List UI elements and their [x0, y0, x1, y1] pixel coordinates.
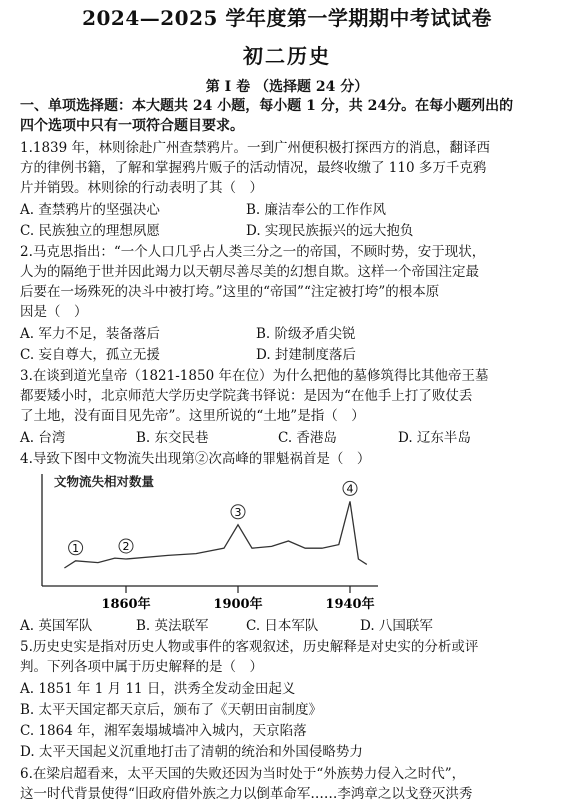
question-5-option-d[interactable]: D. 太平天国起义沉重地打击了清朝的统治和外国侵略势力: [20, 744, 363, 760]
x-tick-label-1860: 1860年: [101, 597, 151, 612]
chart-svg: [30, 470, 390, 612]
x-tick-label-1900: 1900年: [213, 597, 263, 612]
question-2-option-d[interactable]: D. 封建制度落后: [256, 347, 356, 363]
question-3-option-a[interactable]: A. 台湾: [20, 430, 66, 446]
question-1-line-2: 方的律例书籍，了解和掌握鸦片贩子的活动情况，最终收缴了 110 多万千克鸦: [20, 160, 487, 176]
question-4-line-1: 4.导致下图中文物流失出现第②次高峰的罪魁祸首是（ ）: [20, 451, 371, 467]
question-4-option-a[interactable]: A. 英国军队: [20, 618, 93, 634]
question-3-option-d[interactable]: D. 辽东半岛: [398, 430, 471, 446]
question-2-line-4: 因是（ ）: [20, 304, 88, 320]
question-6-line-2: 这一时代背景使得“旧政府借外族之力以倒革命军……李鸿章之以戈登灭洪秀: [20, 786, 473, 802]
question-1-line-3: 片并销毁。林则徐的行动表明了其（ ）: [20, 180, 263, 196]
question-3-line-3: 了土地，没有面目见先帝”。这里所说的“土地”是指（ ）: [20, 408, 365, 424]
peak-label-2: 2: [122, 540, 130, 553]
x-tick-label-1940: 1940年: [325, 597, 375, 612]
series-line: [64, 501, 366, 568]
question-2-line-1: 2.马克思指出：“一个人口几乎占人类三分之一的帝国，不顾时势，安于现状，: [20, 244, 486, 260]
section-heading-cont: 四个选项中只有一项符合题目要求。: [20, 118, 244, 134]
question-1-option-a[interactable]: A. 查禁鸦片的坚强决心: [20, 202, 160, 218]
question-2-line-2: 人为的隔绝于世并因此竭力以天朝尽善尽美的幻想自欺。这样一个帝国注定最: [20, 264, 479, 280]
question-4-option-b[interactable]: B. 英法联军: [136, 618, 209, 634]
question-6-line-1: 6.在梁启超看来，太平天国的失败还因为当时处于“外族势力侵入之时代”，: [20, 766, 466, 782]
section-heading: 一、单项选择题：本大题共 24 小题，每小题 1 分，共 24分。在每小题列出的: [20, 98, 514, 114]
question-2-option-a[interactable]: A. 军力不足，装备落后: [20, 326, 160, 342]
question-1-option-b[interactable]: B. 廉洁奉公的工作作风: [246, 202, 387, 218]
peak-label-4: 4: [346, 482, 354, 496]
question-3-option-b[interactable]: B. 东交民巷: [136, 430, 209, 446]
question-2-option-b[interactable]: B. 阶级矛盾尖锐: [256, 326, 356, 342]
question-1-option-d[interactable]: D. 实现民族振兴的远大抱负: [246, 223, 414, 239]
question-1-option-c[interactable]: C. 民族独立的理想夙愿: [20, 223, 160, 239]
exam-title: 2024—2025 学年度第一学期期中考试试卷: [82, 6, 492, 30]
question-4-option-c[interactable]: C. 日本军队: [246, 618, 319, 634]
question-5-line-1: 5.历史史实是指对历史人物或事件的客观叙述，历史解释是对史实的分析或评: [20, 639, 479, 655]
question-4-option-d[interactable]: D. 八国联军: [360, 618, 433, 634]
question-5-option-c[interactable]: C. 1864 年，湘军轰塌城墙冲入城内，天京陷落: [20, 723, 307, 739]
artifact-loss-chart: [30, 470, 390, 612]
question-3-line-2: 都要矮小时，北京师范大学历史学院龚书铎说：是因为“在他手上打了败仗丢: [20, 388, 473, 404]
question-2-option-c[interactable]: C. 妄自尊大，孤立无援: [20, 347, 160, 363]
exam-subtitle: 初二历史: [243, 44, 331, 68]
question-5-option-b[interactable]: B. 太平天国定都天京后，颁布了《天朝田亩制度》: [20, 702, 323, 718]
question-5-line-2: 判。下列各项中属于历史解释的是（ ）: [20, 659, 263, 675]
question-1-line-1: 1.1839 年，林则徐赴广州查禁鸦片。一到广州便积极打探西方的消息，翻译西: [20, 140, 491, 156]
question-2-line-3: 后要在一场殊死的决斗中被打垮。”这里的“帝国”“注定被打垮”的根本原: [20, 284, 440, 300]
peak-label-3: 3: [234, 505, 242, 519]
question-5-option-a[interactable]: A. 1851 年 1 月 11 日，洪秀全发动金田起义: [20, 681, 296, 697]
question-3-line-1: 3.在谈到道光皇帝（1821-1850 年在位）为什么把他的墓修筑得比其他帝王墓: [20, 368, 489, 384]
peak-label-1: 1: [72, 541, 80, 555]
part-heading: 第 I 卷 （选择题 24 分）: [205, 79, 369, 95]
y-axis-label: 文物流失相对数量: [54, 474, 155, 489]
question-3-option-c[interactable]: C. 香港岛: [278, 430, 337, 446]
